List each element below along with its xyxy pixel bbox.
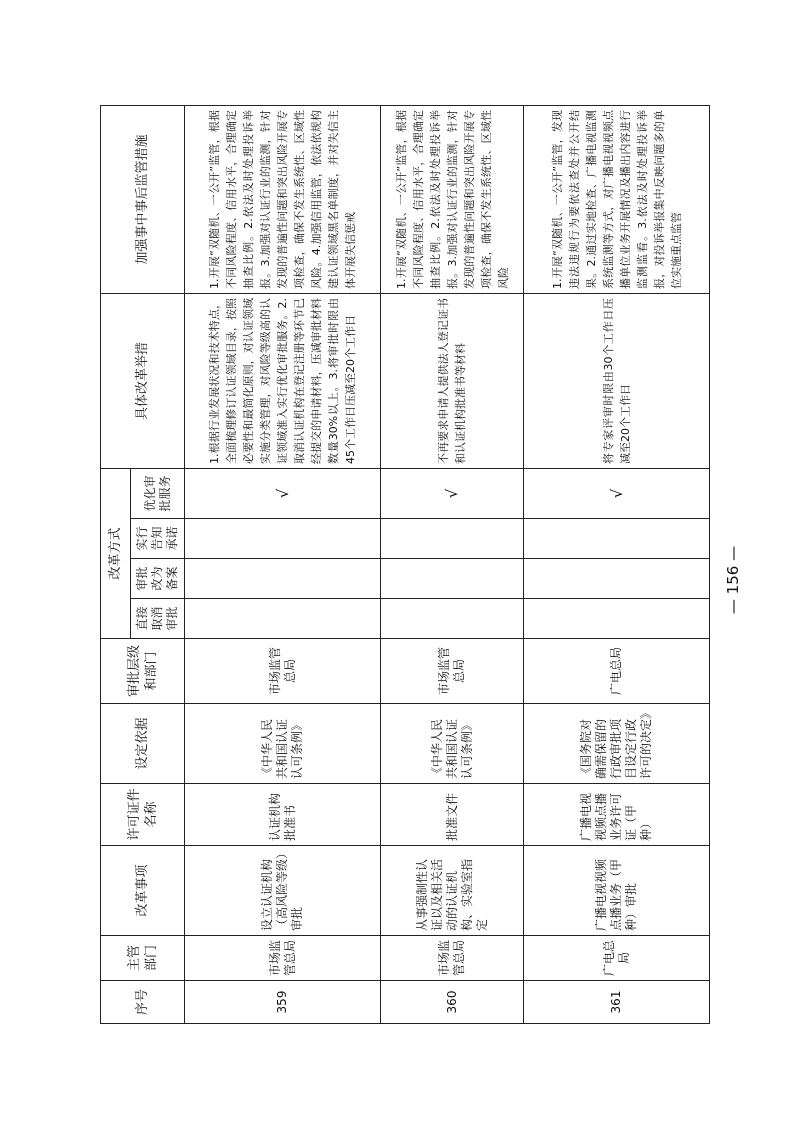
- header-mode-optimize: 优化审批服务: [131, 468, 185, 518]
- row-mode-notify: [185, 519, 381, 559]
- reform-table: [100, 105, 710, 1024]
- header-level: 审批层级和部门: [101, 639, 185, 704]
- row-seq: 360: [381, 981, 524, 1024]
- row-measures: 不再要求申请人提供法人登记证书和认证机构批准书等材料: [381, 293, 524, 468]
- row-mode-notify: [381, 519, 524, 559]
- row-license: 批准文件: [381, 784, 524, 846]
- row-item: 设立认证机构（高风险等级）审批: [185, 846, 381, 936]
- check-mark-icon: √: [381, 468, 524, 518]
- header-supervision: 加强事中事后监管措施: [101, 105, 185, 293]
- row-basis: 《国务院对确需保留的行政审批项目设定行政许可的决定》: [524, 704, 710, 784]
- row-dept: 市场监管总局: [185, 936, 381, 981]
- row-mode-cancel: [185, 599, 381, 639]
- header-reform-mode: 改革方式: [101, 468, 131, 638]
- header-dept: 主管部门: [101, 936, 185, 981]
- table-row: [185, 105, 381, 1023]
- row-item: 从事强制性认证以及相关活动的认证机构、实验室指定: [381, 846, 524, 936]
- row-mode-cancel: [524, 599, 710, 639]
- row-item: 广播电视视频点播业务（甲种）审批: [524, 846, 710, 936]
- row-mode-cancel: [381, 599, 524, 639]
- check-mark-icon: √: [524, 468, 710, 518]
- check-mark-icon: √: [185, 468, 381, 518]
- row-mode-notify: [524, 519, 710, 559]
- table-row: [524, 105, 710, 1023]
- header-seq: 序号: [101, 981, 185, 1024]
- row-supervision: 1.开展“双随机、一公开”监管，根据不同风险程度、信用水平，合理确定抽查比例。2.依法及时处理投诉举报。3.加强对认证行业的监测，针对发现的普遍性问题和突出风险开展专项检查，确保不发生系统性、区域性风险。4.加强信用监管，依法依规构建认证领域黑名单制度，并对失信主体开展失信惩戒: [185, 105, 381, 293]
- row-level: 市场监管总局: [185, 639, 381, 704]
- header-mode-notify: 实行告知承诺: [131, 519, 185, 559]
- header-measures: 具体改革举措: [101, 293, 185, 468]
- row-measures: 1.根据行业发展状况和技术特点，全面梳理修订认证领域目录，按照必要性和最简化原则，对认证领域实施分类管理，对风险等级高的认证领域准入实行优化审批服务。2.取消认证机构在登记注册等环节已经提交的申请材料，压减审批材料数量30%以上。3.将审批时限由45个工作日压减至20个工作日: [185, 293, 381, 468]
- header-item: 改革事项: [101, 846, 185, 936]
- row-basis: 《中华人民共和国认证认可条例》: [185, 704, 381, 784]
- row-basis: 《中华人民共和国认证认可条例》: [381, 704, 524, 784]
- row-license: 认证机构批准书: [185, 784, 381, 846]
- header-basis: 设定依据: [101, 704, 185, 784]
- row-supervision: 1.开展“双随机、一公开”监管，根据不同风险程度、信用水平，合理确定抽查比例。2.依法及时处理投诉举报。3.加强对认证行业的监测，针对发现的普遍性问题和突出风险开展专项检查，确保不发生系统性、区域性风险: [381, 105, 524, 293]
- row-mode-filing: [185, 559, 381, 599]
- row-mode-filing: [524, 559, 710, 599]
- row-seq: 359: [185, 981, 381, 1024]
- row-dept: 广电总局: [524, 936, 710, 981]
- row-level: 广电总局: [524, 639, 710, 704]
- page-number-text: — 156 —: [724, 545, 743, 615]
- row-level: 市场监管总局: [381, 639, 524, 704]
- row-seq: 361: [524, 981, 710, 1024]
- rotated-table-container: [100, 106, 709, 1024]
- row-supervision: 1.开展“双随机、一公开”监管，发现违法违规行为要依法查处并公开结果。2.通过实地检查、广播电视监测系统监测等方式，对广播电视视频点播单位业务开展情况及播出内容进行监测监看。3.依法及时处理投诉举报，对投诉举报集中反映问题多的单位实施重点监管: [524, 105, 710, 293]
- header-mode-filing: 审批改为备案: [131, 559, 185, 599]
- row-measures: 将专家评审时限由30个工作日压减至20个工作日: [524, 293, 710, 468]
- row-mode-filing: [381, 559, 524, 599]
- header-row-1: [101, 105, 131, 1023]
- header-license: 许可证件名称: [101, 784, 185, 846]
- row-license: 广播电视视频点播业务许可证（甲种）: [524, 784, 710, 846]
- header-mode-cancel: 直接取消审批: [131, 599, 185, 639]
- row-dept: 市场监管总局: [381, 936, 524, 981]
- table-row: [381, 105, 524, 1023]
- page-number: [718, 520, 748, 640]
